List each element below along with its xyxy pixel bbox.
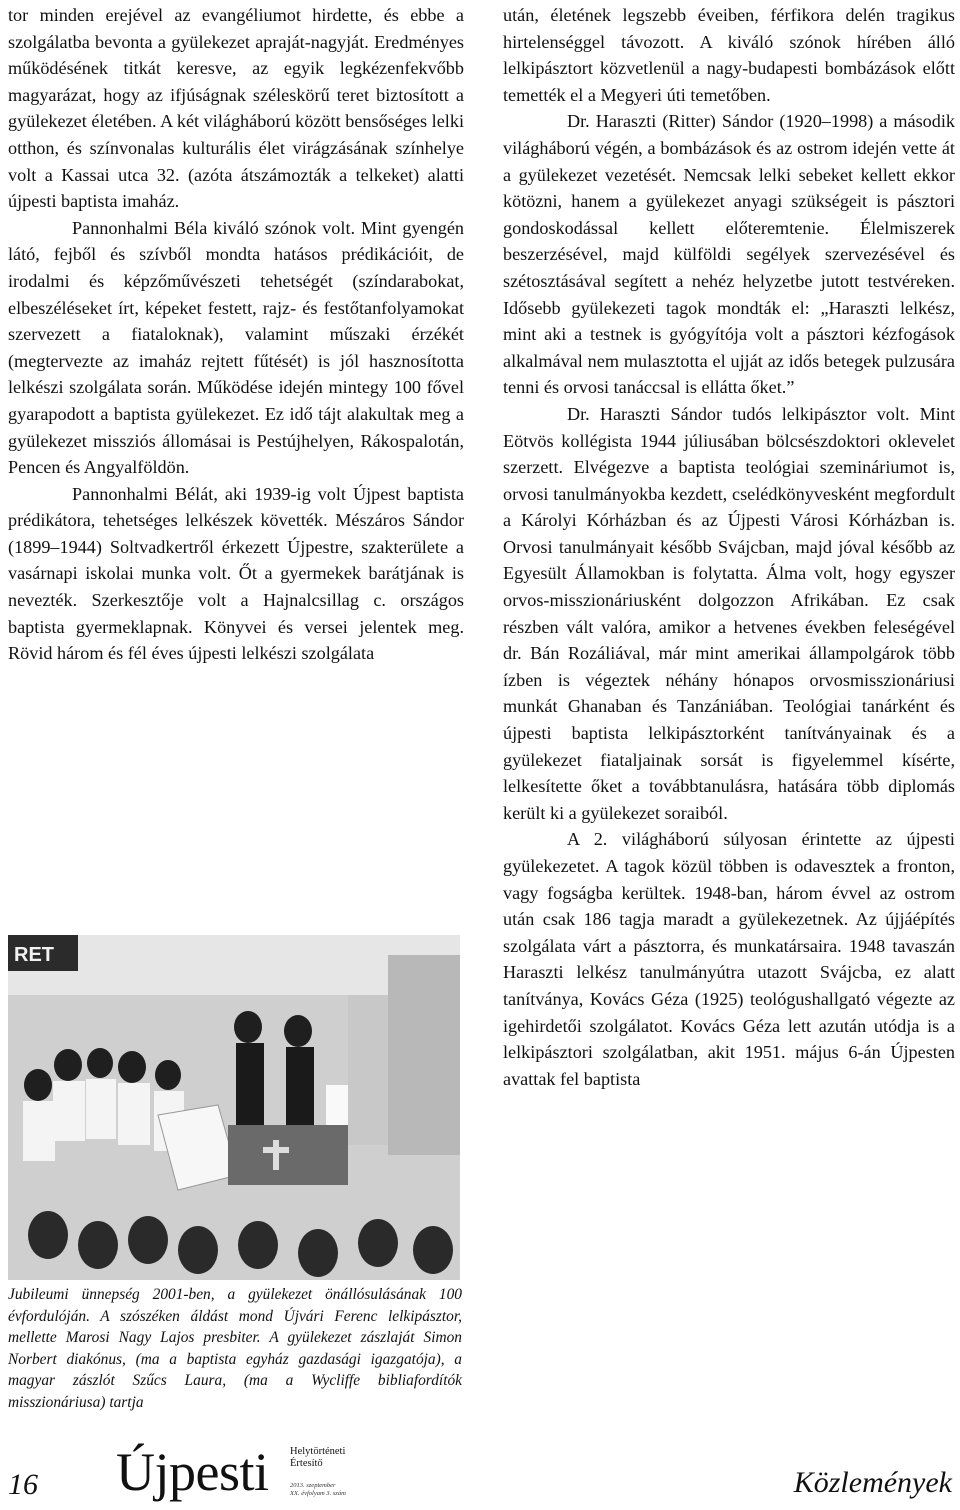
- page-footer: [0, 1440, 960, 1510]
- left-column: [8, 2, 464, 667]
- right-paragraph-2: Dr. Haraszti (Ritter) Sándor (1920–1998) a második világháború végén, a bombázások és az ostrom idején vette át a gyülekezet vezetését. Nemcsak lelki sebeket kellett ekkor kötözni, hanem a gyülekezet anyagi szükségeit is pásztori gondoskodással kellett előteremtenie. Élelmiszerek beszerzésével, majd külföldi segélyek szervezésével és szétosztásával segített a nehéz helyzetbe jutott testvéreken. Idősebb gyülekezeti tagok mondták el: „Haraszti lelkész, mint aki a testnek is gyógyítója volt a pásztori kézfogások alkalmával nem mulasztotta el ujját az idős betegek pulzusára tenni és orvosi tanáccsal is ellátta őket.”: [503, 111, 955, 398]
- event-photo-illustration: [8, 935, 460, 1280]
- masthead-side: [290, 1446, 370, 1498]
- masthead-subtitle-line1: Helytörténeti: [290, 1446, 346, 1457]
- masthead-subtitle-line2: Értesítő: [290, 1458, 323, 1469]
- masthead-title: Újpesti: [116, 1442, 269, 1502]
- masthead-issue-line2: XX. évfolyam 3. szám: [290, 1490, 346, 1497]
- right-paragraph-4: A 2. világháború súlyosan érintette az újpesti gyülekezetet. A tagok közül többen is odavesztek a fronton, vagy fogságba kerültek. 1948-ban, három évvel az ostrom után csak 186 tagja maradt a gyülekezetnek. Az újjáépítés szolgálata várt a pásztorra, és munkatársaira. 1948 tavaszán Haraszti lelkész tanulmányútra utazott Svájcba, ez alatt tanítványa, Kovács Géza (1925) teológushallgató végezte az igehirdetői szolgálatot. Kovács Géza lett azután utódja is a lelkipásztori szolgálatban, akit 1951. május 6-án Újpesten avattak fel baptista: [503, 829, 955, 1089]
- left-paragraph-1: tor minden erejével az evangéliumot hirdette, és ebbe a szolgálatba bevonta a gyülekezet apraját-nagyját. Eredményes működésének titkát keresve, az egyik legkézenfekvőbb magyarázat, hogy az ifjúságnak széleskörű teret biztosított a gyülekezet életében. A két világháború között bensőséges lelki otthon, és színvonalas kulturális élet virágzásának színhelye volt a Kassai utca 32. (azóta átszámozták a telkeket) alatti újpesti baptista imaház.: [8, 5, 464, 212]
- section-label: Közlemények: [793, 1466, 952, 1499]
- page-number: 16: [8, 1468, 38, 1501]
- photo-caption: Jubileumi ünnepség 2001-ben, a gyülekezet önállósulásának 100 évfordulóján. A szószéken áldást mond Újvári Ferenc lelkipásztor, mellette Marosi Nagy Lajos presbiter. A gyülekezet zászlaját Simon Norbert diakónus, (ma a baptista egyház gazdasági igazgatója), a magyar zászlót Szűcs Laura, (ma a Wycliffe bibliafordítók misszionáriusa) tartja: [8, 1286, 462, 1411]
- left-paragraph-2: Pannonhalmi Béla kiváló szónok volt. Mint gyengén látó, fejből és szívből mondta hatásos prédikációit, de irodalmi és képzőművészeti tehetségét (színdarabokat, elbeszéléseket írt, képeket festett, rajz- és festőtanfolyamokat szervezett a fiataloknak), valamint műszaki érzékét (megtervezte az imaház rejtett fűtését) is jól hasznosította lelkészi szolgálata során. Működése idején mintegy 100 fővel gyarapodott a baptista gyülekezet. Ez idő tájt alakultak meg a gyülekezet missziós állomásai is Pestújhelyen, Rákospalotán, Pencen és Angyalföldön.: [8, 217, 464, 478]
- event-photo: [8, 935, 460, 1280]
- right-paragraph-3: Dr. Haraszti Sándor tudós lelkipásztor volt. Mint Eötvös kollégista 1944 júliusában bölcsészdoktori oklevelet szerzett. Elvégezve a baptista teológiai szemináriumot is, orvosi tanulmányokba kezdett, cselédkönyvesként megfordult a Károlyi Kórházban és az Újpesti Városi Kórházban is. Orvosi tanulmányait később Svájcban, majd jóval később az Egyesült Államokban is folytatta. Álma volt, hogy egyszer orvos-misszionáriusként dolgozzon Afrikában. Ez csak részben vált valóra, amikor a hetvenes években feleségével dr. Bán Rozáliával, már mint amerikai állampolgárok több ízben is végeztek néhány hónapos orvosmisszionáriusi munkát Ghanaban és Tanzániában. Teológiai tanárként és újpesti baptista lelkipásztorként tanítványainak és a gyülekezet fiataljainak sorsát is figyelemmel kísérte, lelkesítette őket a továbbtanulásra, hatására több diplomás került ki a gyülekezet soraiból.: [503, 403, 955, 823]
- masthead-issue-line1: 2013. szeptember: [290, 1482, 336, 1489]
- right-paragraph-1: után, életének legszebb éveiben, férfikora delén tragikus hirtelenséggel távozott. A kiváló szónok hírében álló lelkipásztort közvetlenül a nagy-budapesti bombázások előtt temették el a Megyeri úti temetőben.: [503, 5, 955, 105]
- right-column: [503, 2, 955, 1092]
- left-paragraph-3: Pannonhalmi Bélát, aki 1939-ig volt Újpest baptista prédikátora, tehetséges lelkészek követték. Mészáros Sándor (1899–1944) Soltvadkertről érkezett Újpestre, szakterülete a vasárnapi iskolai munka volt. Őt a gyermekek barátjának is nevezték. Szerkesztője volt a Hajnalcsillag c. országos baptista gyermeklapnak. Könyvei és versei jelentek meg. Rövid három és fél éves újpesti lelkészi szolgálata: [8, 483, 464, 664]
- banner-text: RET: [14, 944, 54, 966]
